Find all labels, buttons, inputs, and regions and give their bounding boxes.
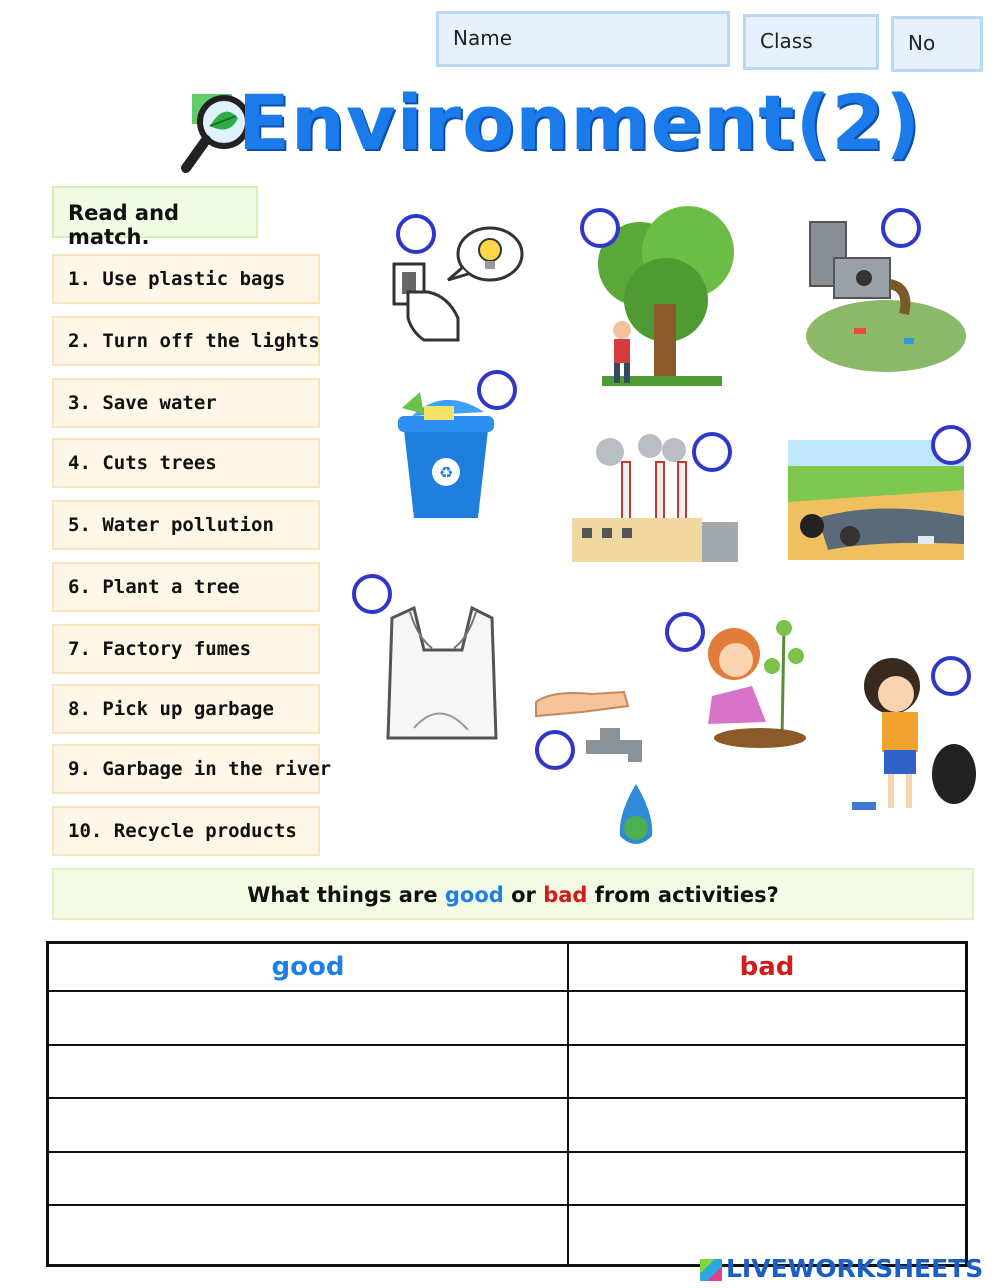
bad-answer-cell-2[interactable] [568,1045,966,1099]
good-answer-cell-5[interactable] [48,1205,569,1265]
list-item-1: 1. Use plastic bags [52,254,320,304]
answer-circle-light-switch[interactable] [396,214,436,254]
class-field[interactable] [743,14,879,70]
no-label: No [908,31,936,55]
plastic-bag-image [384,598,500,746]
brand-watermark [700,1254,983,1283]
svg-text:♻: ♻ [438,463,454,482]
list-item-6: 6. Plant a tree [52,562,320,612]
answer-circle-plastic-bag[interactable] [352,574,392,614]
answer-circle-cut-tree[interactable] [580,208,620,248]
brand-logo-icon [700,1259,722,1281]
name-field[interactable] [436,11,730,67]
answer-circle-save-water[interactable] [535,730,575,770]
bad-answer-cell-4[interactable] [568,1152,966,1206]
good-answer-cell-4[interactable] [48,1152,569,1206]
answer-circle-pick-up-garbage[interactable] [931,656,971,696]
number-field[interactable] [891,16,983,72]
bad-answer-cell-1[interactable] [568,991,966,1045]
question-good-word: good [444,883,504,907]
answer-circle-plant-tree[interactable] [665,612,705,652]
good-answer-cell-2[interactable] [48,1045,569,1099]
good-answer-cell-3[interactable] [48,1098,569,1152]
page-title: Environment(2) [238,78,921,167]
answer-circle-garbage-river[interactable] [931,425,971,465]
question-bad-word: bad [543,883,588,907]
name-label: Name [453,26,513,50]
brand-text: LIVEWORKSHEETS [726,1254,984,1283]
list-item-7: 7. Factory fumes [52,624,320,674]
list-item-8: 8. Pick up garbage [52,684,320,734]
question-banner [52,868,974,920]
answer-circle-factory[interactable] [692,432,732,472]
list-item-10: 10. Recycle products [52,806,320,856]
list-item-3: 3. Save water [52,378,320,428]
class-label: Class [760,29,813,53]
good-bad-table [46,941,968,1267]
save-water-image [532,686,672,856]
list-item-2: 2. Turn off the lights [52,316,320,366]
recycle-bin-image [394,386,498,524]
answer-circle-recycle-bin[interactable] [477,370,517,410]
list-item-5: 5. Water pollution [52,500,320,550]
bad-answer-cell-3[interactable] [568,1098,966,1152]
answer-circle-toxic-waste[interactable] [881,208,921,248]
question-text-start: What things are [247,883,445,907]
good-answer-cell-1[interactable] [48,991,569,1045]
list-item-9: 9. Garbage in the river [52,744,320,794]
instructions-box: Read and match. [52,186,258,238]
list-item-4: 4. Cuts trees [52,438,320,488]
question-text-end: from activities? [587,883,779,907]
question-text-middle: or [503,883,544,907]
good-column-header: good [48,943,569,992]
bad-column-header: bad [568,943,966,992]
